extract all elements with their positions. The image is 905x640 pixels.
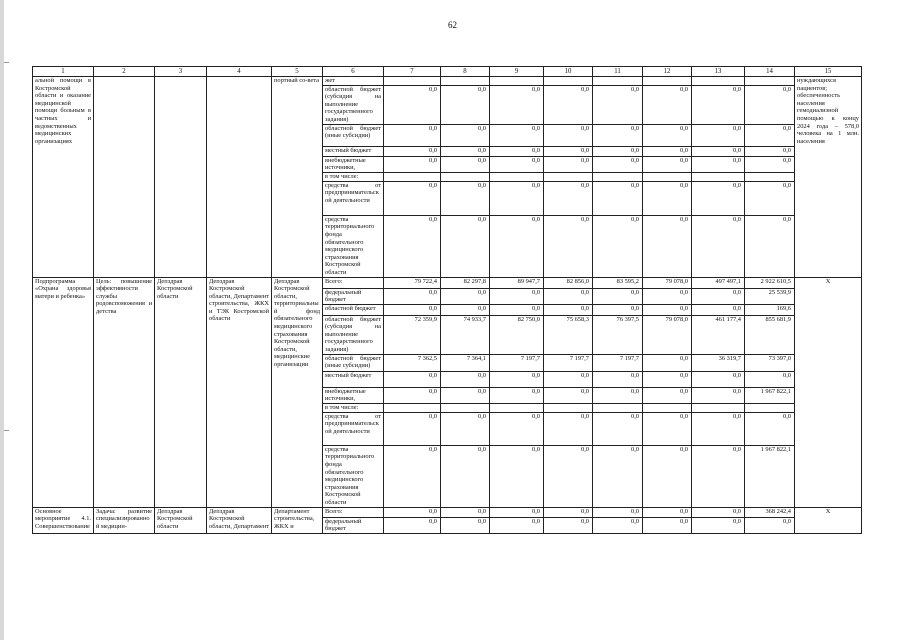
amount-cell: 0,0 bbox=[593, 146, 643, 156]
amount-cell: 0,0 bbox=[441, 445, 490, 507]
amount-cell: 0,0 bbox=[643, 445, 692, 507]
amount-cell: 0,0 bbox=[441, 507, 490, 517]
funding-source: жет bbox=[323, 77, 384, 86]
amount-cell: 75 658,3 bbox=[544, 315, 593, 354]
amount-cell: 0,0 bbox=[643, 371, 692, 387]
amount-cell bbox=[441, 172, 490, 181]
amount-cell: 0,0 bbox=[745, 371, 795, 387]
amount-cell: 0,0 bbox=[593, 288, 643, 304]
row-c3 bbox=[155, 77, 207, 278]
amount-cell: 0,0 bbox=[593, 507, 643, 517]
amount-cell bbox=[441, 77, 490, 86]
column-number: 5 bbox=[272, 67, 323, 77]
column-number: 8 bbox=[441, 67, 490, 77]
amount-cell: 7 197,7 bbox=[544, 354, 593, 371]
amount-cell: 0,0 bbox=[544, 517, 593, 533]
amount-cell: 73 397,0 bbox=[745, 354, 795, 371]
amount-cell: 0,0 bbox=[544, 146, 593, 156]
amount-cell bbox=[643, 403, 692, 412]
amount-cell: 0,0 bbox=[490, 288, 544, 304]
funding-source: областной бюджет (иные субсидии) bbox=[323, 354, 384, 371]
amount-cell: 0,0 bbox=[643, 85, 692, 124]
amount-cell: 0,0 bbox=[692, 387, 745, 403]
amount-cell: 0,0 bbox=[692, 85, 745, 124]
funding-source: местный бюджет bbox=[323, 146, 384, 156]
amount-cell: 0,0 bbox=[490, 156, 544, 172]
table-row bbox=[33, 507, 862, 517]
amount-cell: 74 933,7 bbox=[441, 315, 490, 354]
amount-cell: 0,0 bbox=[643, 288, 692, 304]
amount-cell: 79 722,4 bbox=[384, 277, 441, 288]
amount-cell: 0,0 bbox=[745, 517, 795, 533]
amount-cell: 0,0 bbox=[490, 215, 544, 277]
amount-cell: 0,0 bbox=[692, 371, 745, 387]
amount-cell bbox=[692, 172, 745, 181]
amount-cell: 0,0 bbox=[384, 412, 441, 445]
funding-source: средства от предпринимательской деятельности bbox=[323, 412, 384, 445]
amount-cell bbox=[384, 172, 441, 181]
row-c1: альной помощи в Костромской области и оказание медицинской помощи больным в частных и ведомственных медицинских организациях bbox=[33, 77, 94, 278]
amount-cell: 0,0 bbox=[593, 412, 643, 445]
funding-source: средства от предпринимательской деятельности bbox=[323, 181, 384, 215]
amount-cell: 0,0 bbox=[490, 181, 544, 215]
amount-cell: 0,0 bbox=[643, 507, 692, 517]
column-number: 2 bbox=[94, 67, 155, 77]
amount-cell: 0,0 bbox=[593, 517, 643, 533]
amount-cell bbox=[692, 77, 745, 86]
amount-cell: 1 967 822,1 bbox=[745, 445, 795, 507]
amount-cell bbox=[490, 77, 544, 86]
column-number: 3 bbox=[155, 67, 207, 77]
amount-cell: 0,0 bbox=[490, 412, 544, 445]
amount-cell: 79 078,0 bbox=[643, 315, 692, 354]
row-c3: Депздрав Костромской области bbox=[155, 277, 207, 507]
funding-source: федеральный бюджет bbox=[323, 517, 384, 533]
amount-cell: 82 297,8 bbox=[441, 277, 490, 288]
amount-cell bbox=[544, 403, 593, 412]
amount-cell: 25 539,9 bbox=[745, 288, 795, 304]
amount-cell: 0,0 bbox=[490, 371, 544, 387]
amount-cell: 89 947,7 bbox=[490, 277, 544, 288]
amount-cell: 0,0 bbox=[593, 304, 643, 315]
amount-cell: 0,0 bbox=[544, 387, 593, 403]
amount-cell: 72 359,9 bbox=[384, 315, 441, 354]
row-result: нуждающихся пациентов; обеспеченность населения гемодиализной помощью к концу 2024 года – 578,0 человека на 1 млн. населения bbox=[795, 77, 862, 278]
amount-cell: 0,0 bbox=[490, 85, 544, 124]
amount-cell: 7 197,7 bbox=[490, 354, 544, 371]
funding-source: местный бюджет bbox=[323, 371, 384, 387]
margin-mark bbox=[4, 430, 9, 431]
amount-cell: 0,0 bbox=[643, 124, 692, 146]
amount-cell bbox=[745, 172, 795, 181]
amount-cell: 0,0 bbox=[384, 85, 441, 124]
amount-cell: 0,0 bbox=[593, 387, 643, 403]
amount-cell: 0,0 bbox=[490, 517, 544, 533]
amount-cell: 0,0 bbox=[441, 215, 490, 277]
amount-cell: 0,0 bbox=[692, 507, 745, 517]
amount-cell bbox=[384, 77, 441, 86]
amount-cell: 0,0 bbox=[490, 387, 544, 403]
amount-cell bbox=[490, 403, 544, 412]
row-c5: Департамент строительства, ЖКХ и bbox=[272, 507, 323, 533]
amount-cell: 0,0 bbox=[745, 181, 795, 215]
row-c4: Депздрав Костромской области, Департамент bbox=[207, 507, 272, 533]
amount-cell: 0,0 bbox=[643, 304, 692, 315]
amount-cell bbox=[745, 403, 795, 412]
amount-cell: 0,0 bbox=[441, 288, 490, 304]
amount-cell: 82 856,0 bbox=[544, 277, 593, 288]
amount-cell: 0,0 bbox=[384, 304, 441, 315]
column-number: 10 bbox=[544, 67, 593, 77]
amount-cell: 0,0 bbox=[384, 124, 441, 146]
amount-cell: 83 595,2 bbox=[593, 277, 643, 288]
row-c4: Депздрав Костромской области, Департамент строительства, ЖКХ и ТЭК Костромской области bbox=[207, 277, 272, 507]
amount-cell: 0,0 bbox=[544, 412, 593, 445]
amount-cell: 0,0 bbox=[544, 181, 593, 215]
amount-cell: 0,0 bbox=[544, 85, 593, 124]
funding-source: областной бюджет (субсидия на выполнение государственного задания) bbox=[323, 85, 384, 124]
amount-cell: 0,0 bbox=[692, 412, 745, 445]
amount-cell: 0,0 bbox=[643, 181, 692, 215]
amount-cell: 169,6 bbox=[745, 304, 795, 315]
amount-cell bbox=[692, 403, 745, 412]
amount-cell bbox=[643, 77, 692, 86]
amount-cell: 0,0 bbox=[593, 181, 643, 215]
amount-cell: 0,0 bbox=[692, 215, 745, 277]
amount-cell: 0,0 bbox=[441, 124, 490, 146]
amount-cell: 0,0 bbox=[441, 181, 490, 215]
amount-cell: 0,0 bbox=[692, 304, 745, 315]
column-number: 7 bbox=[384, 67, 441, 77]
row-c5: Депздрав Костромской области, территориальный фонд обязательного медицинского страхования Костромской области, медицинские организации bbox=[272, 277, 323, 507]
funding-source: внебюджетные источники, bbox=[323, 387, 384, 403]
amount-cell: 0,0 bbox=[745, 85, 795, 124]
amount-cell: 461 177,4 bbox=[692, 315, 745, 354]
amount-cell: 0,0 bbox=[441, 156, 490, 172]
amount-cell: 0,0 bbox=[593, 371, 643, 387]
funding-source: внебюджетные источники, bbox=[323, 156, 384, 172]
amount-cell: 0,0 bbox=[745, 124, 795, 146]
amount-cell bbox=[490, 172, 544, 181]
amount-cell: 0,0 bbox=[544, 215, 593, 277]
amount-cell: 0,0 bbox=[593, 124, 643, 146]
amount-cell: 0,0 bbox=[643, 215, 692, 277]
row-c1: Основное мероприятие 4.1. Совершенствование bbox=[33, 507, 94, 533]
amount-cell: 0,0 bbox=[643, 412, 692, 445]
funding-source: федеральный бюджет bbox=[323, 288, 384, 304]
funding-source: средства территориального фонда обязательного медицинского страхования Костромской области bbox=[323, 445, 384, 507]
row-result: Х bbox=[795, 507, 862, 533]
amount-cell: 0,0 bbox=[593, 215, 643, 277]
amount-cell: 0,0 bbox=[544, 371, 593, 387]
amount-cell: 855 681,9 bbox=[745, 315, 795, 354]
funding-table bbox=[32, 66, 862, 534]
amount-cell: 0,0 bbox=[490, 445, 544, 507]
amount-cell: 0,0 bbox=[490, 124, 544, 146]
amount-cell: 0,0 bbox=[544, 124, 593, 146]
row-c1: Подпрограмма «Охрана здоровья матери и ребенка» bbox=[33, 277, 94, 507]
amount-cell: 0,0 bbox=[384, 181, 441, 215]
amount-cell: 0,0 bbox=[384, 288, 441, 304]
amount-cell: 2 922 610,5 bbox=[745, 277, 795, 288]
funding-source: областной бюджет (иные субсидии) bbox=[323, 124, 384, 146]
column-number: 6 bbox=[323, 67, 384, 77]
funding-source: областной бюджет bbox=[323, 304, 384, 315]
amount-cell bbox=[544, 172, 593, 181]
column-number: 15 bbox=[795, 67, 862, 77]
amount-cell bbox=[384, 403, 441, 412]
amount-cell: 0,0 bbox=[643, 387, 692, 403]
amount-cell: 0,0 bbox=[593, 156, 643, 172]
row-c2: Задача: развитие специализированной медицин- bbox=[94, 507, 155, 533]
table-row bbox=[33, 77, 862, 86]
amount-cell: 1 967 822,1 bbox=[745, 387, 795, 403]
amount-cell: 0,0 bbox=[745, 412, 795, 445]
amount-cell: 0,0 bbox=[544, 288, 593, 304]
margin-mark bbox=[4, 62, 9, 63]
amount-cell: 0,0 bbox=[745, 156, 795, 172]
amount-cell: 0,0 bbox=[384, 517, 441, 533]
amount-cell: 7 197,7 bbox=[593, 354, 643, 371]
column-number: 11 bbox=[593, 67, 643, 77]
amount-cell: 0,0 bbox=[384, 215, 441, 277]
amount-cell bbox=[593, 403, 643, 412]
amount-cell: 82 750,0 bbox=[490, 315, 544, 354]
amount-cell: 0,0 bbox=[384, 146, 441, 156]
amount-cell bbox=[593, 172, 643, 181]
column-number: 14 bbox=[745, 67, 795, 77]
amount-cell: 0,0 bbox=[384, 445, 441, 507]
amount-cell bbox=[643, 172, 692, 181]
column-number: 9 bbox=[490, 67, 544, 77]
amount-cell: 0,0 bbox=[593, 85, 643, 124]
amount-cell: 0,0 bbox=[490, 507, 544, 517]
row-c3: Депздрав Костромской области bbox=[155, 507, 207, 533]
amount-cell: 0,0 bbox=[544, 507, 593, 517]
amount-cell bbox=[593, 77, 643, 86]
amount-cell: 0,0 bbox=[384, 371, 441, 387]
amount-cell: 0,0 bbox=[692, 517, 745, 533]
amount-cell: 368 242,4 bbox=[745, 507, 795, 517]
header-row bbox=[33, 67, 862, 77]
amount-cell: 0,0 bbox=[441, 517, 490, 533]
amount-cell: 0,0 bbox=[441, 304, 490, 315]
amount-cell: 0,0 bbox=[384, 156, 441, 172]
amount-cell: 0,0 bbox=[745, 146, 795, 156]
scan-edge bbox=[0, 0, 4, 640]
amount-cell: 0,0 bbox=[643, 517, 692, 533]
amount-cell: 0,0 bbox=[490, 146, 544, 156]
amount-cell: 0,0 bbox=[441, 412, 490, 445]
funding-source: Всего: bbox=[323, 507, 384, 517]
amount-cell: 0,0 bbox=[692, 146, 745, 156]
amount-cell: 79 078,0 bbox=[643, 277, 692, 288]
amount-cell: 0,0 bbox=[384, 387, 441, 403]
column-number: 1 bbox=[33, 67, 94, 77]
amount-cell: 0,0 bbox=[441, 85, 490, 124]
amount-cell bbox=[441, 403, 490, 412]
amount-cell bbox=[745, 77, 795, 86]
amount-cell: 497 497,1 bbox=[692, 277, 745, 288]
amount-cell: 0,0 bbox=[441, 146, 490, 156]
funding-source: областной бюджет (субсидия на выполнение государственного задания) bbox=[323, 315, 384, 354]
funding-source: в том числе: bbox=[323, 403, 384, 412]
column-number: 12 bbox=[643, 67, 692, 77]
amount-cell: 0,0 bbox=[745, 215, 795, 277]
amount-cell: 0,0 bbox=[544, 445, 593, 507]
amount-cell: 36 319,7 bbox=[692, 354, 745, 371]
amount-cell: 0,0 bbox=[384, 507, 441, 517]
amount-cell: 0,0 bbox=[544, 304, 593, 315]
row-c2: Цель: повышение эффективности службы родовспоможения и детства bbox=[94, 277, 155, 507]
amount-cell: 0,0 bbox=[490, 304, 544, 315]
amount-cell: 0,0 bbox=[692, 445, 745, 507]
amount-cell: 0,0 bbox=[441, 371, 490, 387]
row-c4 bbox=[207, 77, 272, 278]
row-c5: портный со-вета bbox=[272, 77, 323, 278]
funding-source: средства территориального фонда обязательного медицинского страхования Костромской области bbox=[323, 215, 384, 277]
amount-cell: 0,0 bbox=[692, 181, 745, 215]
column-number: 13 bbox=[692, 67, 745, 77]
funding-source: в том числе: bbox=[323, 172, 384, 181]
amount-cell: 0,0 bbox=[441, 387, 490, 403]
amount-cell: 0,0 bbox=[643, 354, 692, 371]
amount-cell: 0,0 bbox=[643, 156, 692, 172]
amount-cell: 0,0 bbox=[593, 445, 643, 507]
row-result: Х bbox=[795, 277, 862, 507]
amount-cell: 7 364,1 bbox=[441, 354, 490, 371]
amount-cell bbox=[544, 77, 593, 86]
amount-cell: 0,0 bbox=[643, 146, 692, 156]
amount-cell: 0,0 bbox=[692, 288, 745, 304]
row-c2 bbox=[94, 77, 155, 278]
amount-cell: 76 397,5 bbox=[593, 315, 643, 354]
amount-cell: 0,0 bbox=[692, 156, 745, 172]
column-number: 4 bbox=[207, 67, 272, 77]
table-row bbox=[33, 277, 862, 288]
amount-cell: 0,0 bbox=[544, 156, 593, 172]
page-number: 62 bbox=[448, 20, 457, 30]
funding-source: Всего: bbox=[323, 277, 384, 288]
amount-cell: 0,0 bbox=[692, 124, 745, 146]
amount-cell: 7 362,5 bbox=[384, 354, 441, 371]
